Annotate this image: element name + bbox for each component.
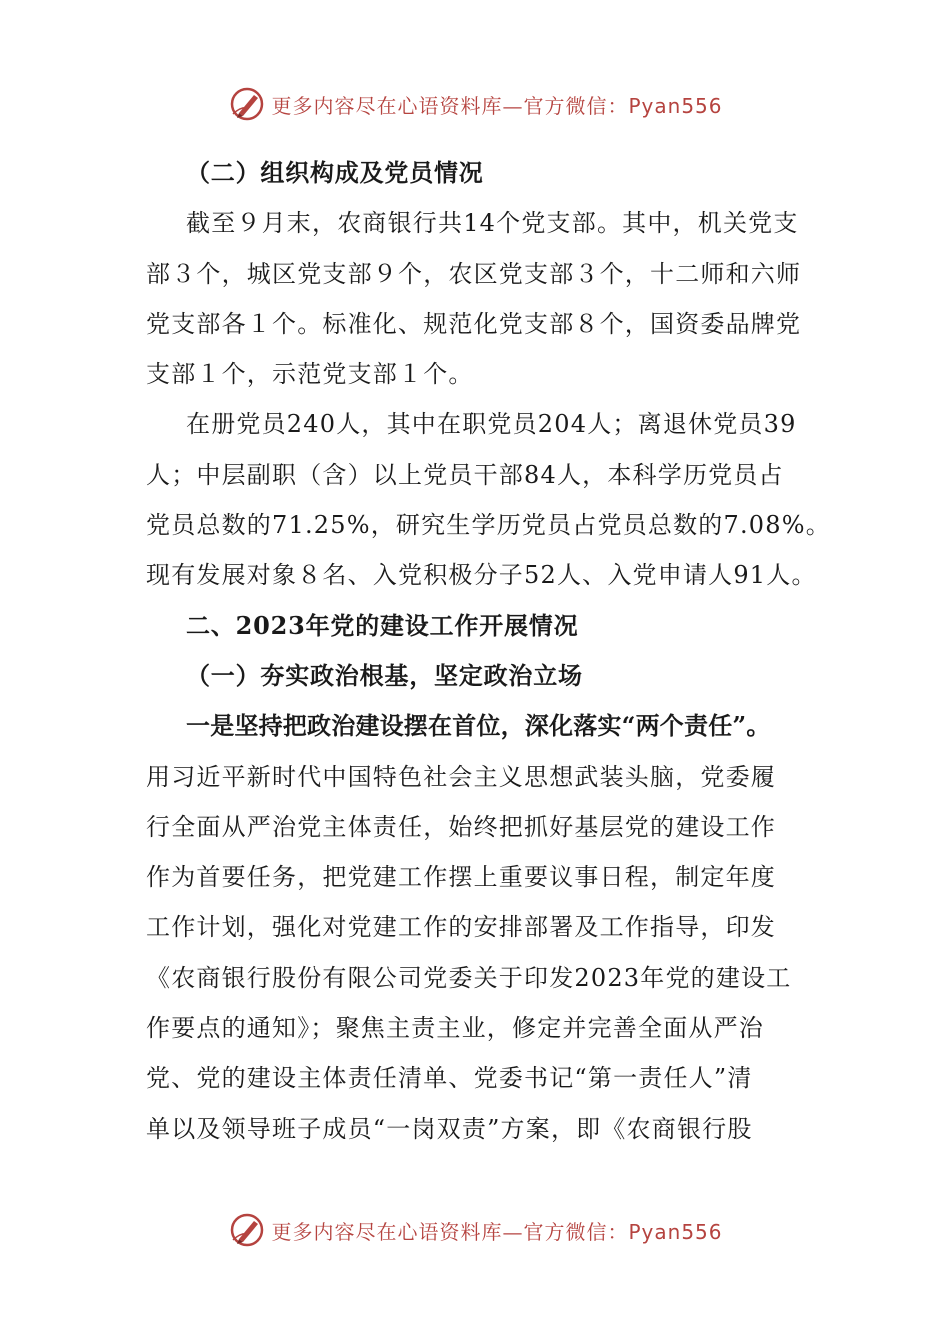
paragraph-line: 《农商银行股份有限公司党委关于印发2023年党的建设工 [146, 963, 792, 992]
document-body [146, 148, 831, 1154]
section-heading-2023-work: 二、2023年党的建设工作开展情况 [186, 610, 579, 640]
paragraph-line: 工作计划，强化对党建工作的安排部署及工作指导，印发 [146, 913, 776, 942]
pen-logo-icon [227, 1210, 267, 1250]
paragraph-line: 现有发展对象８名、入党积极分子52人、入党申请人91人。 [146, 561, 817, 590]
section-heading-organization: （二）组织构成及党员情况 [186, 158, 484, 187]
paragraph-line: 党、党的建设主体责任清单、党委书记“第一责任人”清 [146, 1064, 753, 1093]
watermark-wechat-id: Pyan556 [628, 1219, 723, 1244]
paragraph-line: 党支部各１个。标准化、规范化党支部８个，国资委品牌党 [146, 309, 802, 338]
watermark-text: 更多内容尽在心语资料库—官方微信： [271, 1219, 629, 1244]
paragraph-line: 单以及领导班子成员“一岗双责”方案，即《农商银行股 [146, 1114, 753, 1143]
paragraph-line: 支部１个，示范党支部１个。 [146, 360, 474, 389]
watermark-text: 更多内容尽在心语资料库—官方微信： [271, 93, 629, 118]
paragraph-line: 党员总数的71.25%，研究生学历党员占党员总数的7.08%。 [146, 511, 831, 540]
header-watermark [0, 82, 950, 126]
subsection-heading-political: （一）夯实政治根基，坚定政治立场 [186, 660, 583, 690]
paragraph-line: 作要点的通知》；聚焦主责主业，修定并完善全面从严治 [146, 1014, 764, 1043]
pen-logo-icon [227, 84, 267, 124]
paragraph-line: 用习近平新时代中国特色社会主义思想武装头脑，党委履 [146, 762, 776, 791]
paragraph-line: 行全面从严治党主体责任，始终把抓好基层党的建设工作 [146, 812, 776, 841]
footer-watermark [0, 1208, 950, 1252]
highlight-sentence: 一是坚持把政治建设摆在首位，深化落实“两个责任”。 [186, 711, 771, 741]
paragraph-line: 在册党员240人，其中在职党员204人；离退休党员39 [186, 410, 797, 439]
paragraph-line: 部３个，城区党支部９个，农区党支部３个，十二师和六师 [146, 259, 802, 288]
paragraph-line: 人；中层副职（含）以上党员干部84人，本科学历党员占 [146, 460, 784, 489]
paragraph-line: 作为首要任务，把党建工作摆上重要议事日程，制定年度 [146, 863, 776, 892]
paragraph-line: 截至９月末，农商银行共14个党支部。其中，机关党支 [186, 209, 799, 238]
watermark-wechat-id: Pyan556 [628, 93, 723, 118]
